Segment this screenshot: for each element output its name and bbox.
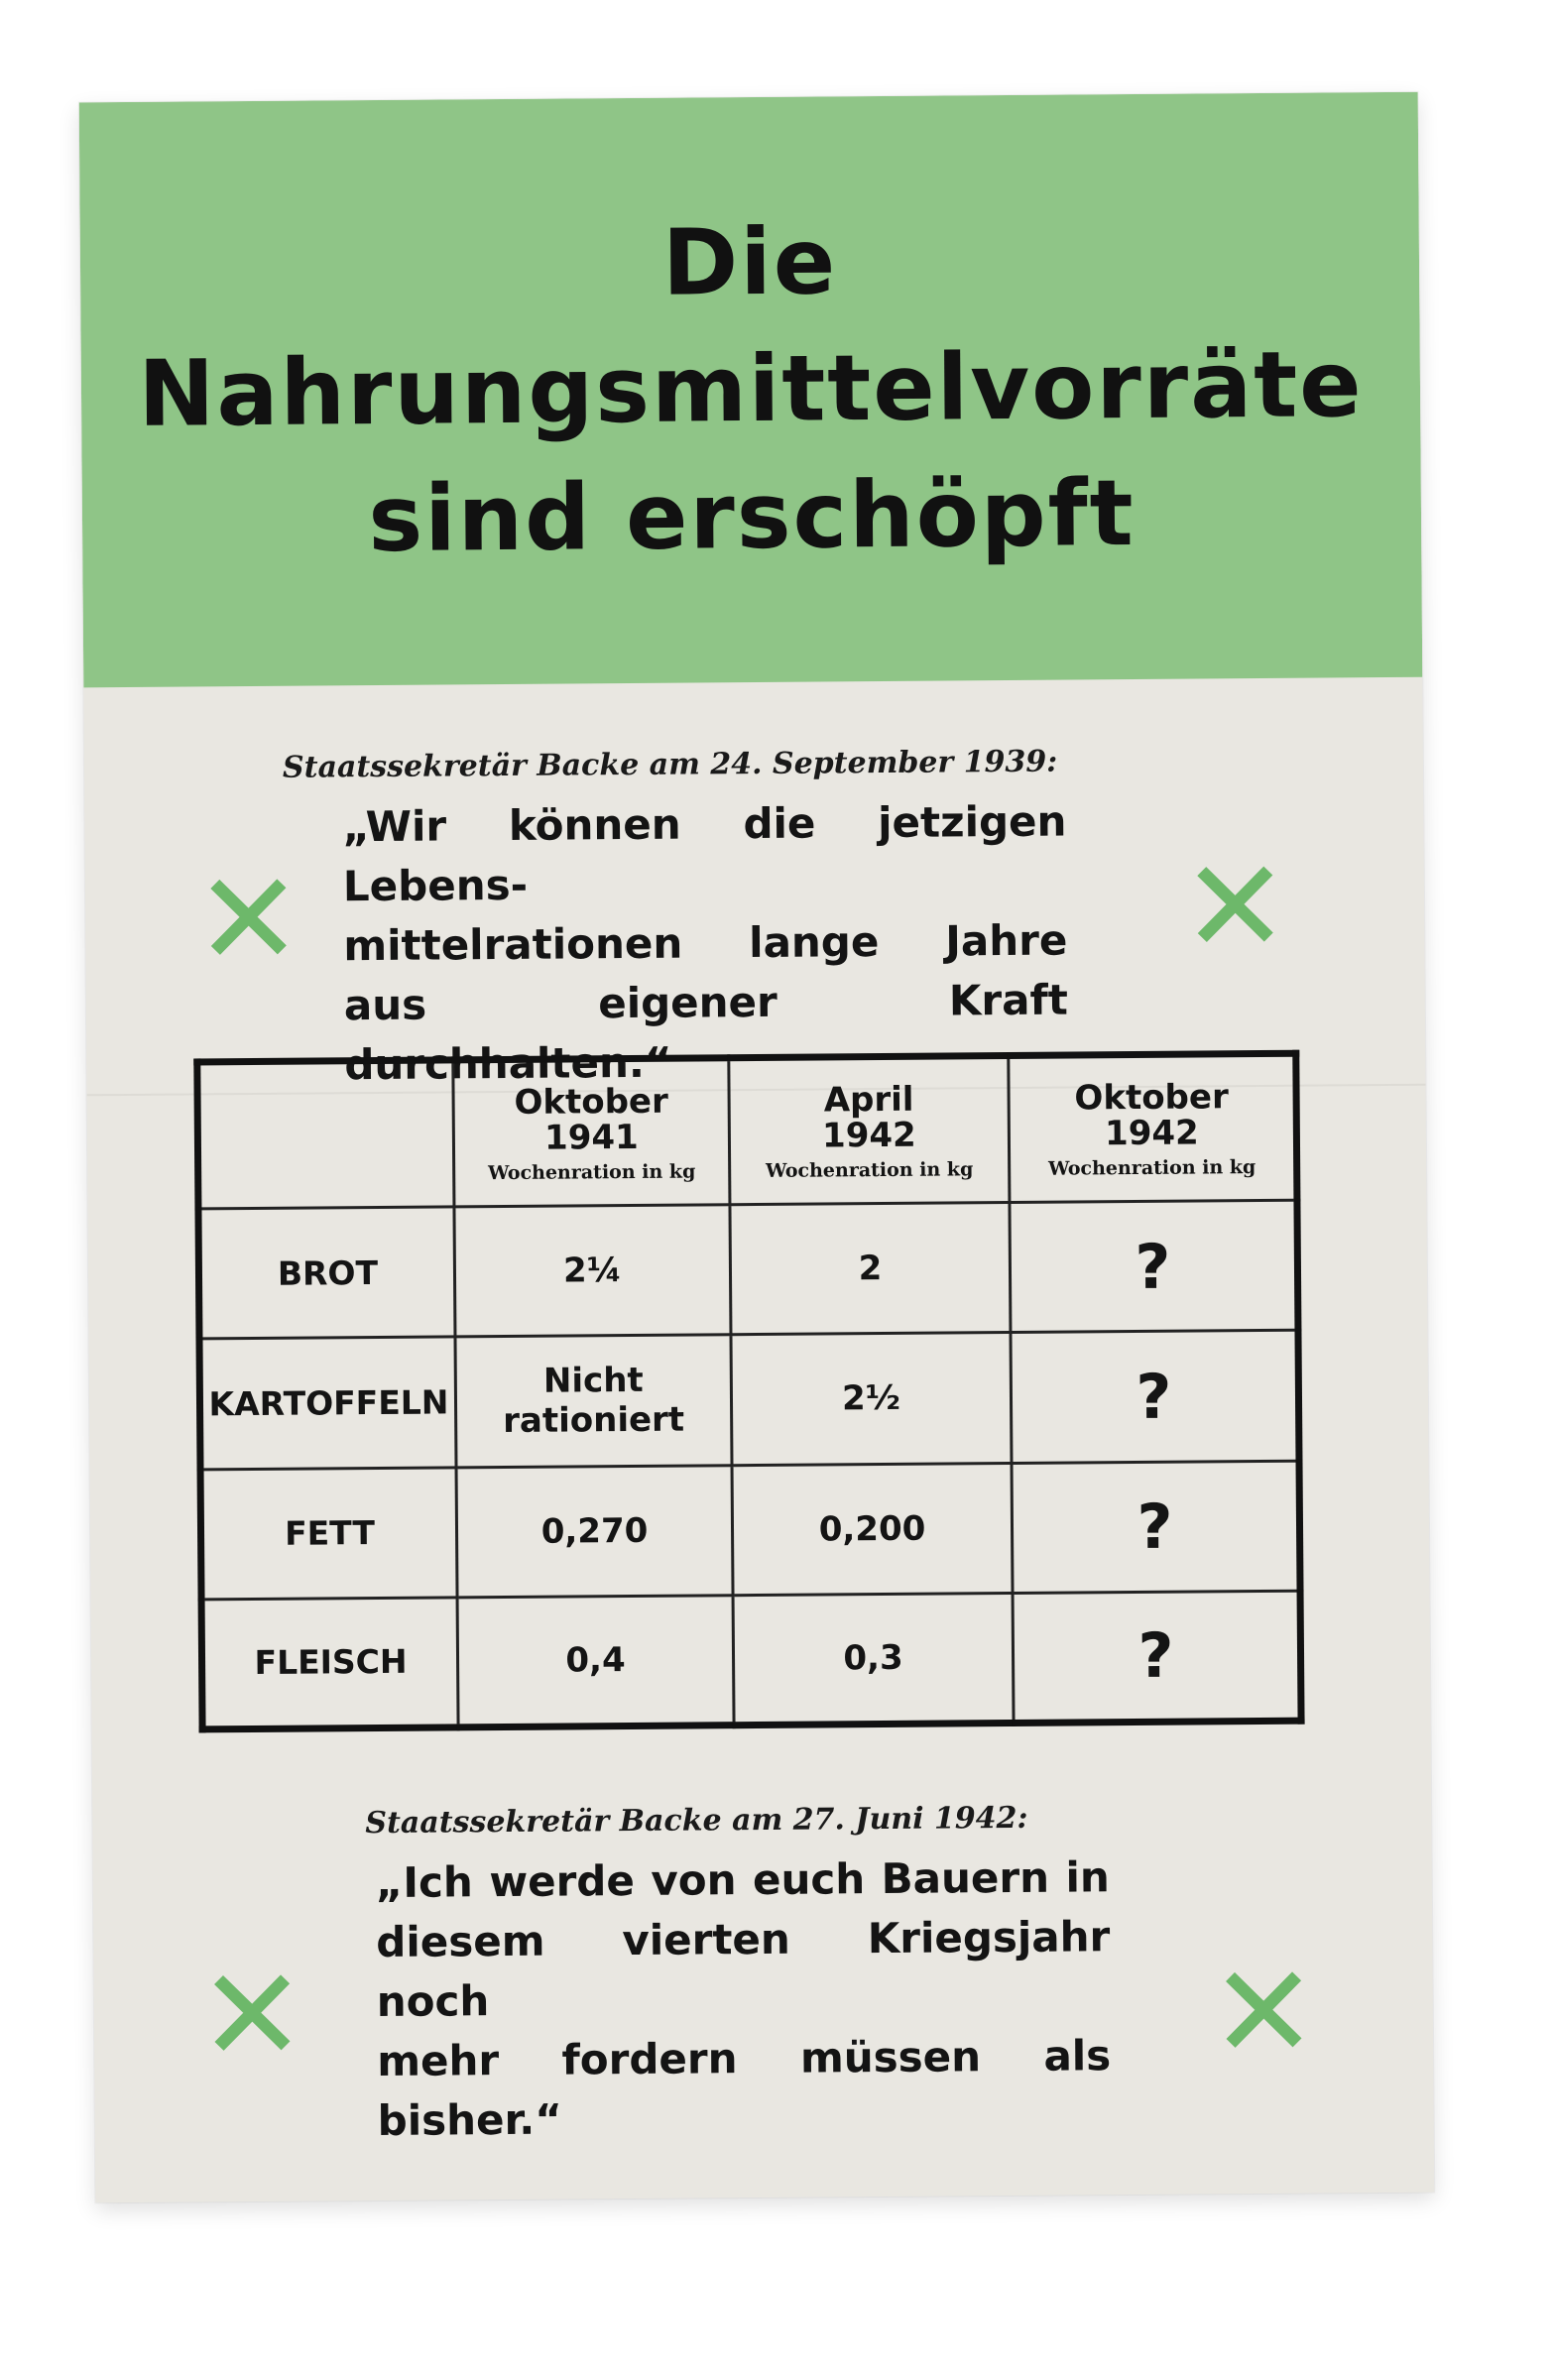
food-label: FETT (200, 1467, 457, 1599)
x-mark-icon: ✕ (1180, 830, 1290, 983)
table-row (201, 1591, 1301, 1729)
question-mark: ? (1010, 1200, 1298, 1333)
question-mark: ? (1011, 1330, 1299, 1463)
column-month: April (823, 1079, 914, 1120)
ration-value: 0,3 (733, 1593, 1014, 1725)
quote-line: „Ich werde von euch Bauern in (375, 1852, 1110, 1908)
table-corner-cell (197, 1060, 454, 1209)
column-header (1009, 1053, 1297, 1202)
title-banner (79, 92, 1423, 688)
ration-value: 0,4 (457, 1595, 734, 1726)
title-line-1: Die (661, 208, 838, 316)
food-label: FLEISCH (201, 1598, 458, 1729)
quote-line: aus eigener Kraft durchhalten.“ (343, 975, 1069, 1090)
leaflet-sheet (79, 92, 1435, 2203)
column-year: 1942 (1104, 1112, 1199, 1153)
ration-value: 2¼ (454, 1205, 731, 1337)
ration-value: Nicht rationiert (455, 1335, 732, 1467)
table-row (200, 1461, 1300, 1600)
x-mark-icon: ✕ (197, 1939, 307, 2091)
quote-attribution: Staatssekretär Backe am 24. September 1939: (282, 744, 1058, 785)
column-unit: Wochenration in kg (1047, 1155, 1256, 1180)
title-line-2: Nahrungsmittelvorräte (137, 331, 1365, 447)
quote-line: mittelrationen lange Jahre (343, 915, 1068, 971)
quote-attribution: Staatssekretär Backe am 27. Juni 1942: (365, 1800, 1028, 1842)
quote-text (376, 1847, 1112, 2151)
x-mark-icon: ✕ (193, 843, 303, 996)
column-year: 1941 (543, 1117, 639, 1158)
column-month: Oktober (514, 1081, 668, 1123)
column-header (729, 1056, 1010, 1205)
ration-value: 2 (730, 1202, 1011, 1334)
question-mark: ? (1012, 1461, 1300, 1594)
food-label: BROT (198, 1207, 455, 1339)
column-month: Oktober (1074, 1076, 1229, 1118)
quote-block-1939 (84, 742, 1423, 1090)
ration-value: 2½ (731, 1333, 1012, 1465)
quote-block-1942 (92, 1798, 1431, 2146)
quote-line: „Wir können die jetzigen Lebens- (342, 796, 1067, 911)
x-mark-icon: ✕ (1209, 1936, 1319, 2088)
ration-value: 0,200 (732, 1463, 1013, 1595)
ration-table (193, 1050, 1304, 1733)
title-line-3: sind erschöpft (367, 459, 1136, 573)
table-header-row (197, 1053, 1297, 1209)
ration-value: 0,270 (456, 1465, 733, 1597)
quote-text (342, 792, 1068, 1096)
question-mark: ? (1013, 1591, 1301, 1724)
column-unit: Wochenration in kg (487, 1159, 696, 1184)
food-label: KARTOFFELN (199, 1337, 456, 1469)
quote-line: diesem vierten Kriegsjahr noch (376, 1912, 1111, 2027)
column-header (453, 1058, 730, 1207)
table-row (198, 1200, 1298, 1339)
column-unit: Wochenration in kg (765, 1157, 974, 1182)
quote-line: mehr fordern müssen als bisher.“ (377, 2031, 1112, 2146)
column-year: 1942 (821, 1115, 916, 1155)
table-row (199, 1330, 1299, 1469)
